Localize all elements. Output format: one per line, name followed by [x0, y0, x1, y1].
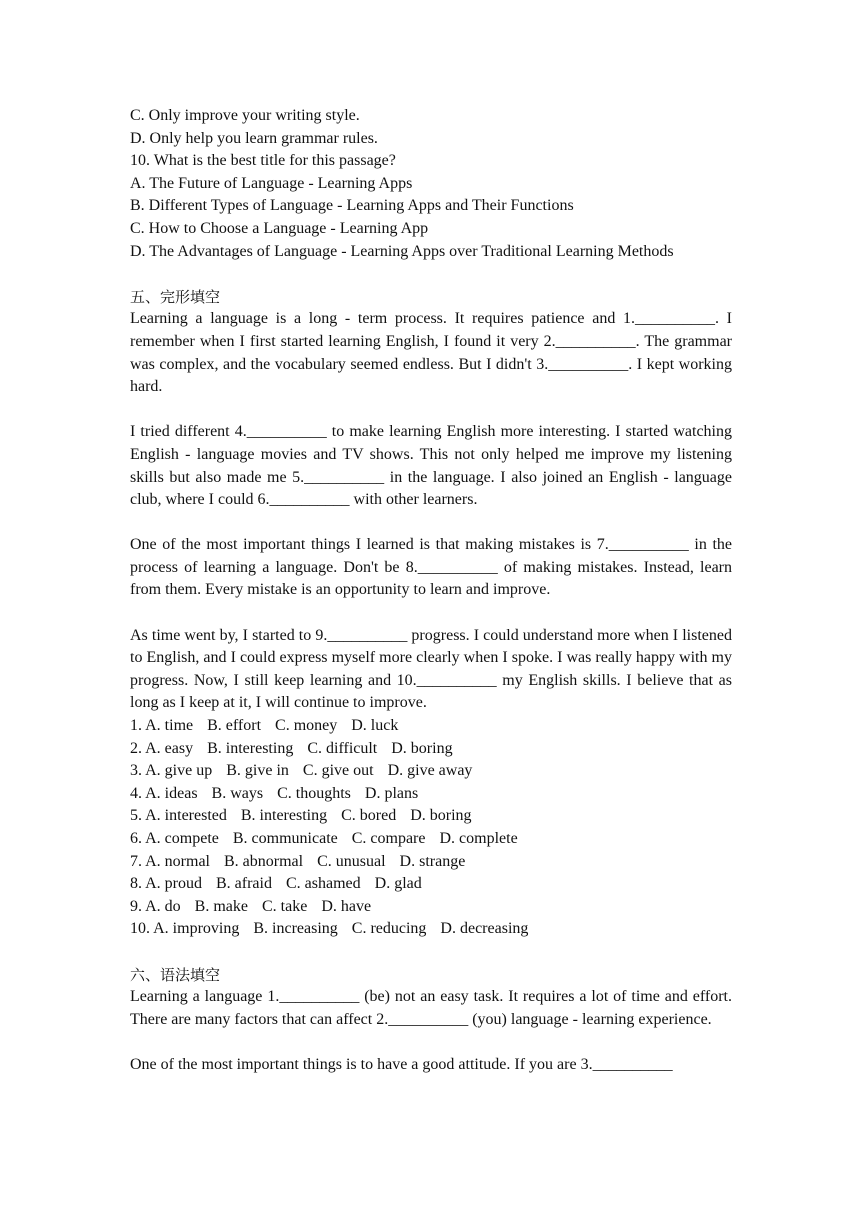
option-item: D. give away	[387, 762, 473, 780]
option-item: D. luck	[351, 717, 399, 735]
option-item: D. strange	[399, 852, 466, 870]
option-row	[130, 715, 732, 738]
grammar-section	[130, 964, 732, 1077]
option-item: 7. A. normal	[130, 852, 210, 870]
option-item: D. complete	[439, 830, 518, 847]
document-page	[130, 105, 732, 1077]
option-row	[130, 783, 732, 806]
option-item: 6. A. compete	[130, 830, 219, 847]
reading-option-line: C. Only improve your writing style.	[130, 107, 360, 124]
option-item: C. money	[275, 717, 338, 735]
option-item: 3. A. give up	[130, 762, 213, 780]
section-heading: 五、完形填空	[130, 287, 221, 306]
cloze-paragraph: Learning a language is a long - term process. It requires patience and 1.__________. I remember when I first started learning English, I found it very 2.__________. The grammar was complex, and the vocabulary seemed endless. But I didn't 3.__________. I kept working hard.	[130, 310, 732, 396]
cloze-paragraph: As time went by, I started to 9.__________ progress. I could understand more when I listened to English, and I could express myself more clearly when I spoke. I was really happy with my progress. Now, I still keep learning and 10.__________ my English skills. I believe that as long as I keep at it, I will continue to improve.	[130, 626, 732, 712]
grammar-paragraph: Learning a language 1.__________ (be) not an easy task. It requires a lot of time and effort. There are many factors that can affect 2.__________ (you) language - learning experience.	[130, 988, 732, 1028]
option-row	[130, 828, 732, 851]
option-item: D. boring	[410, 807, 472, 825]
option-item: D. glad	[374, 875, 422, 893]
option-item: 2. A. easy	[130, 739, 194, 757]
spacer	[130, 1031, 732, 1054]
reading-question-line: 10. What is the best title for this passage?	[130, 152, 396, 170]
option-item: 1. A. time	[130, 717, 194, 735]
option-item: D. plans	[364, 784, 419, 802]
reading-option-line: B. Different Types of Language - Learning Apps and Their Functions	[130, 197, 574, 215]
option-item: B. give in	[226, 762, 289, 780]
option-item: 9. A. do	[130, 897, 181, 915]
reading-option-line: C. How to Choose a Language - Learning App	[130, 219, 429, 237]
reading-option-line: A. The Future of Language - Learning Apps	[130, 174, 413, 192]
option-item: B. effort	[207, 717, 262, 735]
option-row	[130, 918, 732, 941]
option-item: C. give out	[302, 762, 374, 780]
option-item: B. make	[194, 897, 248, 915]
cloze-paragraph: One of the most important things I learned is that making mistakes is 7.__________ in the process of learning a language. Don't be 8.__________ of making mistakes. Instead, learn from them. Every mistake is an opportunity to learn and improve.	[130, 536, 732, 599]
option-item: D. decreasing	[440, 920, 529, 938]
reading-question-tail	[130, 105, 732, 263]
option-row	[130, 805, 732, 828]
spacer	[130, 399, 732, 422]
option-item: C. thoughts	[277, 784, 351, 802]
option-item: B. interesting	[240, 807, 328, 825]
option-item: 5. A. interested	[130, 807, 227, 825]
reading-option-line: D. Only help you learn grammar rules.	[130, 129, 378, 147]
option-item: B. increasing	[253, 920, 338, 938]
option-item: C. ashamed	[285, 875, 361, 893]
option-item: D. boring	[391, 739, 453, 757]
option-row	[130, 873, 732, 896]
cloze-options	[130, 715, 732, 941]
option-item: D. have	[321, 897, 372, 915]
option-row	[130, 738, 732, 761]
option-item: C. compare	[351, 830, 426, 847]
option-item: C. bored	[341, 807, 397, 825]
spacer	[130, 512, 732, 535]
option-item: C. reducing	[351, 920, 427, 938]
option-item: B. abnormal	[224, 852, 304, 870]
cloze-section	[130, 286, 732, 941]
spacer	[130, 941, 732, 964]
spacer	[130, 602, 732, 625]
reading-option-line: D. The Advantages of Language - Learning Apps over Traditional Learning Methods	[130, 242, 674, 260]
option-item: 10. A. improving	[130, 920, 240, 938]
grammar-paragraph: One of the most important things is to have a good attitude. If you are 3.__________	[130, 1055, 673, 1073]
option-item: C. difficult	[307, 739, 378, 757]
option-item: C. unusual	[317, 852, 386, 870]
option-row	[130, 851, 732, 874]
option-item: B. interesting	[207, 739, 294, 757]
option-item: 4. A. ideas	[130, 784, 198, 802]
cloze-paragraph: I tried different 4.__________ to make learning English more interesting. I started watching English - language movies and TV shows. This not only helped me improve my listening skills but also made me 5.__________ in the language. I also joined an English - language club, where I could 6.__________ with other learners.	[130, 423, 732, 509]
option-row	[130, 896, 732, 919]
option-item: B. afraid	[216, 875, 272, 893]
option-row	[130, 760, 732, 783]
spacer	[130, 263, 732, 286]
option-item: C. take	[262, 897, 308, 915]
section-heading: 六、语法填空	[130, 965, 221, 984]
option-item: B. ways	[211, 784, 264, 802]
option-item: 8. A. proud	[130, 875, 202, 893]
option-item: B. communicate	[232, 830, 338, 847]
